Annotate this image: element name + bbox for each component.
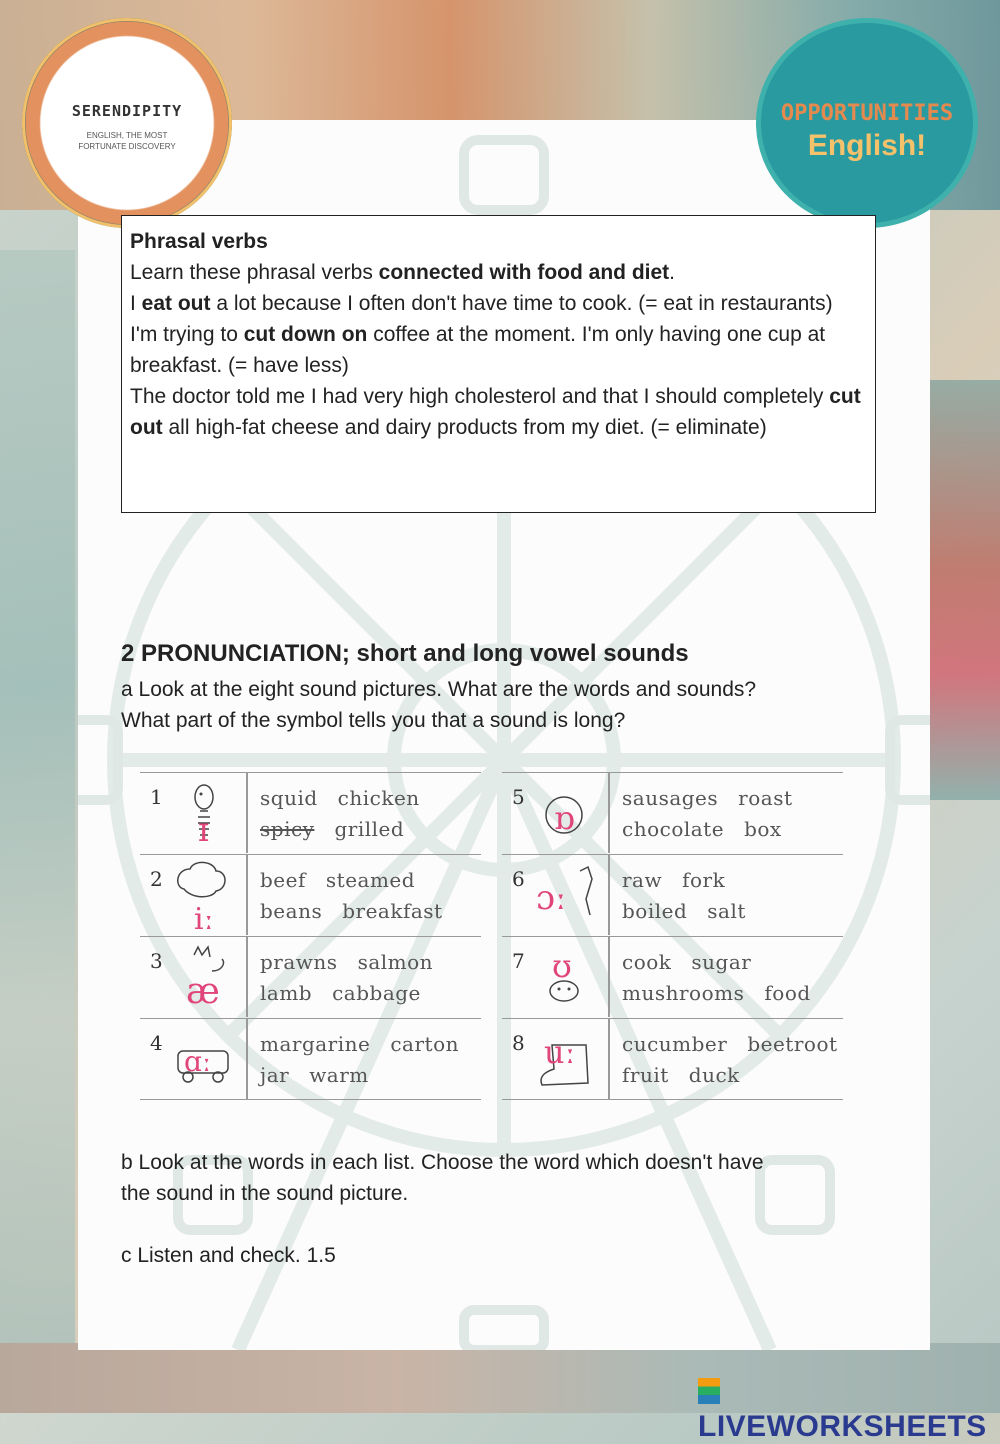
word: mushrooms	[622, 981, 745, 1005]
phrasal-intro-text: Learn these phrasal verbs	[130, 261, 379, 284]
phrasal-example-2	[130, 319, 867, 381]
word-list	[260, 783, 440, 845]
phrasal-example-1	[130, 288, 867, 319]
word-crossed-out: spicy	[260, 817, 315, 841]
car-icon	[164, 1023, 238, 1095]
word: roast	[738, 786, 793, 810]
example-1-pre: I	[130, 292, 142, 315]
liveworksheets-brand[interactable]	[698, 1376, 1000, 1444]
opportunities-english-logo	[756, 18, 978, 228]
word: duck	[688, 1063, 740, 1087]
example-3-post: all high-fat cheese and dairy products from my diet. (= eliminate)	[162, 416, 767, 439]
sound-column-left	[140, 772, 481, 1102]
phrasal-verbs-title: Phrasal verbs	[130, 230, 268, 253]
phrasal-intro	[130, 257, 867, 288]
example-2-pre: I'm trying to	[130, 323, 244, 346]
word: prawns	[260, 950, 338, 974]
example-2-post: coffee at the moment. I'm only having one cup at breakfast. (= have less)	[130, 323, 826, 377]
row-divider	[246, 937, 248, 1017]
word-list	[260, 865, 463, 927]
phrasal-verbs-box	[121, 215, 876, 513]
word: food	[764, 981, 811, 1005]
example-3-pre: The doctor told me I had very high cholesterol and that I should completely	[130, 385, 830, 408]
word: squid	[260, 786, 318, 810]
word: breakfast	[342, 899, 443, 923]
sound-row-7	[502, 936, 843, 1017]
instruction-b-line2: the sound in the sound picture.	[121, 1182, 409, 1205]
opportunities-logo-line1: OPPORTUNITIES	[780, 101, 954, 126]
row-divider	[608, 773, 610, 853]
sound-symbol: æ	[186, 971, 220, 1012]
sound-number: 2	[150, 867, 163, 891]
sound-number: 6	[512, 867, 525, 891]
liveworksheets-logo-icon	[698, 1378, 720, 1404]
word: raw	[622, 868, 663, 892]
sound-symbol: iː	[194, 902, 214, 931]
sound-symbol: ɑː	[184, 1045, 212, 1078]
instruction-c: c Listen and check. 1.5	[121, 1244, 336, 1267]
horse-icon	[526, 859, 600, 931]
word: fruit	[622, 1063, 669, 1087]
word: grilled	[334, 817, 405, 841]
background-painting-left	[0, 250, 75, 1350]
word-list	[622, 1029, 858, 1091]
example-1-post: a lot because I often don't have time to cook. (= eat in restaurants)	[210, 292, 833, 315]
word: cabbage	[332, 981, 421, 1005]
sound-row-2	[140, 854, 481, 935]
word: beans	[260, 899, 323, 923]
example-2-verb: cut down on	[243, 323, 368, 346]
word: jar	[260, 1063, 290, 1087]
word-list	[260, 1029, 479, 1091]
serendipity-logo	[22, 18, 232, 228]
sound-symbol: ɒ	[554, 799, 575, 837]
word: warm	[309, 1063, 369, 1087]
phrasal-example-3	[130, 381, 867, 443]
phrasal-intro-bold: connected with food and diet	[378, 261, 670, 284]
cat-icon	[164, 941, 238, 1013]
opportunities-logo-line2: English!	[807, 129, 927, 162]
word: cook	[622, 950, 672, 974]
word: beetroot	[747, 1032, 838, 1056]
word: salmon	[357, 950, 434, 974]
word: steamed	[325, 868, 416, 892]
example-3-verb: cut out	[130, 385, 861, 439]
word: chocolate	[622, 817, 725, 841]
sound-column-right	[502, 772, 843, 1102]
sound-row-5	[502, 772, 843, 853]
sound-symbol: ɔː	[536, 878, 567, 918]
bull-icon	[526, 941, 600, 1013]
sound-number: 8	[512, 1031, 525, 1055]
instruction-b-line1: b Look at the words in each list. Choose the word which doesn't have	[121, 1151, 764, 1174]
row-divider	[246, 855, 248, 935]
serendipity-logo-subtitle: ENGLISH, THE MOST FORTUNATE DISCOVERY	[78, 131, 176, 151]
sound-number: 5	[512, 785, 525, 809]
sound-row-1	[140, 772, 481, 853]
row-divider	[246, 1019, 248, 1099]
example-1-verb: eat out	[141, 292, 211, 315]
instruction-a-line1: a Look at the eight sound pictures. What are the words and sounds?	[121, 678, 757, 701]
word: boiled	[622, 899, 688, 923]
word: carton	[390, 1032, 460, 1056]
sound-row-8	[502, 1018, 843, 1100]
boot-icon	[526, 1023, 600, 1095]
sound-symbol: ʊ	[552, 947, 572, 985]
row-divider	[608, 1019, 610, 1099]
word: salt	[707, 899, 746, 923]
sound-row-4	[140, 1018, 481, 1100]
tree-icon	[164, 859, 238, 931]
sound-row-3	[140, 936, 481, 1017]
word: sugar	[691, 950, 752, 974]
row-divider	[608, 937, 610, 1017]
row-divider	[246, 773, 248, 853]
word: cucumber	[622, 1032, 728, 1056]
sound-symbol: ɪ	[198, 810, 209, 849]
word: beef	[260, 868, 306, 892]
row-divider	[608, 855, 610, 935]
word-list	[260, 947, 453, 1009]
word: box	[744, 817, 782, 841]
sound-symbol: uː	[544, 1033, 576, 1071]
sound-pictures-table	[140, 772, 864, 1102]
sound-number: 7	[512, 949, 525, 973]
fish-icon	[164, 777, 238, 849]
clock-icon	[526, 777, 600, 849]
serendipity-logo-title: SERENDIPITY	[71, 102, 183, 120]
instruction-a-line2: What part of the symbol tells you that a sound is long?	[121, 709, 626, 732]
sound-number: 3	[150, 949, 163, 973]
word-list	[622, 865, 766, 927]
word: chicken	[337, 786, 420, 810]
word: lamb	[260, 981, 313, 1005]
word-list	[622, 783, 813, 845]
background-painting-right	[930, 380, 1000, 800]
liveworksheets-brand-text: LIVEWORKSHEETS	[698, 1410, 987, 1443]
sound-number: 1	[150, 785, 163, 809]
word: sausages	[622, 786, 719, 810]
pronunciation-heading: 2 PRONUNCIATION; short and long vowel sounds	[121, 640, 689, 667]
sound-number: 4	[150, 1031, 163, 1055]
phrasal-intro-end: .	[669, 261, 675, 284]
sound-row-6	[502, 854, 843, 935]
word-list	[622, 947, 831, 1009]
word: fork	[682, 868, 726, 892]
word: margarine	[260, 1032, 371, 1056]
